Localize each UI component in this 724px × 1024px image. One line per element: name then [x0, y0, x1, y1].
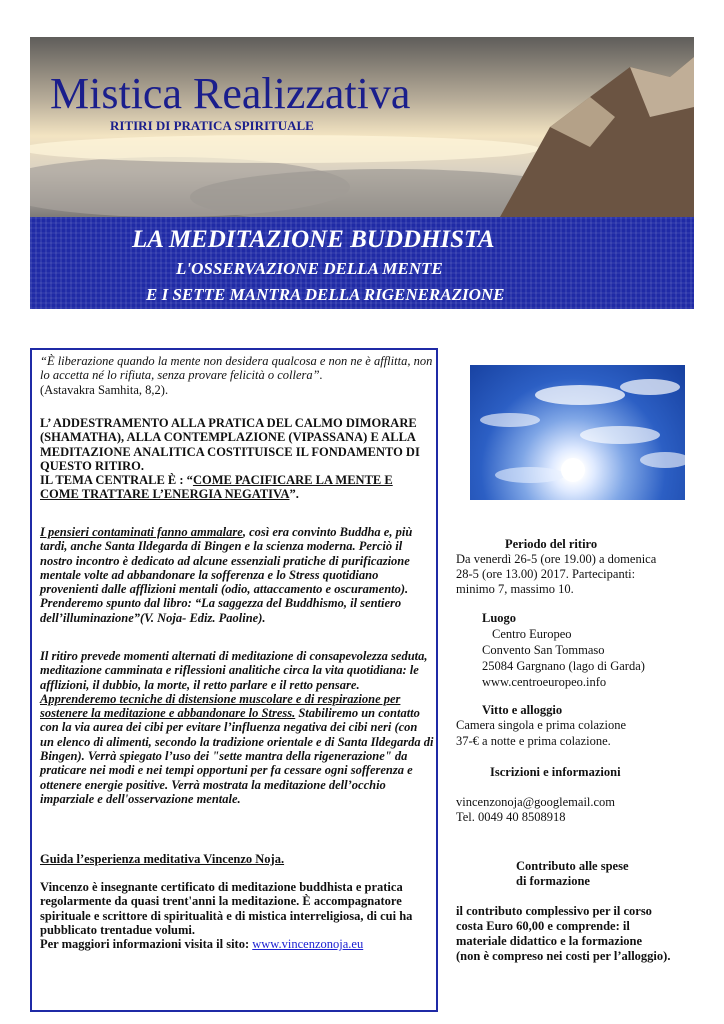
website-link[interactable]: www.vincenzonoja.eu: [252, 937, 364, 952]
board-line-1: Camera singola e prima colazione: [456, 718, 627, 732]
bio-block: [40, 880, 434, 951]
fee-heading-2: di formazione: [516, 874, 590, 888]
intro-theme: COME PACIFICARE LA MENTE E COME TRATTARE L’ENERGIA NEGATIVA: [40, 473, 393, 502]
period-heading: Periodo del ritiro: [505, 537, 598, 551]
paragraph-2-text-b: Stabiliremo un contatto con la via aurea dei cibi per evitare l’influenza negativa dei cibi neri (con un elenco di alimenti, secondo la tradizione orientale e di Santa Ildegarda di Bingen). Verrà spiegato l’uso dei "sette mantra della rigenerazione" da praticare nei modi e nei tempi opportuni per fa cessare ogni sofferenza e ottenere energie positive. Verrà mostrata la meditazione dell’occhio imparziale e dell'osservazione mentale.: [40, 706, 434, 806]
intro-text: L’ ADDESTRAMENTO ALLA PRATICA DEL CALMO DIMORARE (SHAMATHA), ALLA CONTEMPLAZIONE (VIPASSANA) E ALLA MEDITAZIONE ANALITICA COSTITUISCE IL FONDAMENTO DI QUESTO RITIRO.: [40, 416, 420, 473]
period-line-3: minimo 7, massimo 10.: [456, 582, 574, 596]
board-line-2: 37-€ a notte e prima colazione.: [456, 734, 611, 748]
quote-text: “È liberazione quando la mente non desidera qualcosa e non ne è afflitta, non lo accetta né lo rifiuta, senza provare felicità o collera”.: [40, 354, 433, 383]
sky-clouds-illustration: [470, 365, 685, 500]
place-heading: Luogo: [482, 611, 517, 625]
period-line-2: 28-5 (ore 13.00) 2017. Partecipanti:: [456, 567, 636, 581]
banner-subheading-2: E I SETTE MANTRA DELLA RIGENERAZIONE: [146, 285, 505, 304]
quote-source: (Astavakra Samhita, 8,2).: [40, 382, 169, 397]
paragraph-1: [40, 525, 434, 625]
paragraph-2: [40, 649, 434, 806]
fee-line-3: materiale didattico e la formazione: [456, 934, 643, 948]
place-line-3: 25084 Gargnano (lago di Garda): [482, 659, 645, 673]
intro-theme-end: ”.: [289, 487, 299, 502]
paragraph-1-text: , così era convinto Buddha e, più tardi, anche Santa Ildegarda di Bingen e la scienza moderna. Perciò il nostro incontro è dedicato ad alcune essenziali pratiche di purificazione mentale volte ad abbandonare la sofferenza e lo Stress quotidiano provenienti dalle afflizioni mentali (odio, attaccamento e oscuramento). Prenderemo spunto dal libro: “La saggezza del Buddhismo, il sentiero dell’illuminazione”(V. Noja- Ediz. Paoline).: [40, 525, 413, 625]
page-title: Mistica Realizzativa: [50, 69, 411, 118]
banner-heading: LA MEDITAZIONE BUDDHISTA: [132, 226, 495, 253]
intro-theme-label: IL TEMA CENTRALE È : “: [40, 473, 193, 488]
fee-line-4: (non è compreso nei costi per l’alloggio).: [456, 949, 671, 963]
place-line-1: Centro Europeo: [492, 627, 572, 641]
fee-heading-1: Contributo alle spese: [516, 859, 629, 873]
contact-phone: Tel. 0049 40 8508918: [456, 810, 566, 824]
paragraph-2-text-a: Il ritiro prevede momenti alternati di meditazione di consapevolezza seduta, meditazione camminata e riflessioni analitiche circa la vita quotidiana: le afflizioni, il dubbio, la morte, il retto parlare e il retto pensare.: [40, 649, 428, 692]
more-info-text: Per maggiori informazioni visita il sito:: [40, 937, 253, 952]
registration-heading: Iscrizioni e informazioni: [490, 765, 621, 779]
quote-block: [40, 354, 434, 397]
paragraph-2-highlight: Apprenderemo tecniche di distensione muscolare e di respirazione per sostenere la meditazione e abbandonare lo Stress.: [40, 691, 401, 721]
sky-photo: [470, 365, 685, 500]
guide-heading-text: Guida l’esperienza meditativa Vincenzo Noja.: [40, 852, 285, 866]
banner-subheading-1: L'OSSERVAZIONE DELLA MENTE: [176, 259, 443, 278]
fee-line-2: costa Euro 60,00 e comprende: il: [456, 919, 630, 933]
place-line-2: Convento San Tommaso: [482, 643, 605, 657]
place-website[interactable]: www.centroeuropeo.info: [482, 675, 607, 689]
board-heading: Vitto e alloggio: [482, 703, 563, 717]
bio-text: Vincenzo è insegnante certificato di meditazione buddhista e pratica regolarmente da quasi trent'anni la meditazione. È accompagnatore spirituale e scrittore di spiritualità e di mistica interreligiosa, di cui ha pubblicato trentadue volumi.: [40, 880, 413, 937]
paragraph-1-lead: I pensieri contaminati fanno ammalare: [40, 525, 243, 539]
guide-heading: [40, 852, 434, 866]
period-line-1: Da venerdì 26-5 (ore 19.00) a domenica: [456, 552, 657, 566]
contact-email[interactable]: vincenzonoja@googlemail.com: [456, 795, 616, 809]
page-subtitle: RITIRI DI PRATICA SPIRITUALE: [110, 118, 314, 133]
fee-line-1: il contributo complessivo per il corso: [456, 904, 652, 918]
intro-block: [40, 416, 434, 502]
